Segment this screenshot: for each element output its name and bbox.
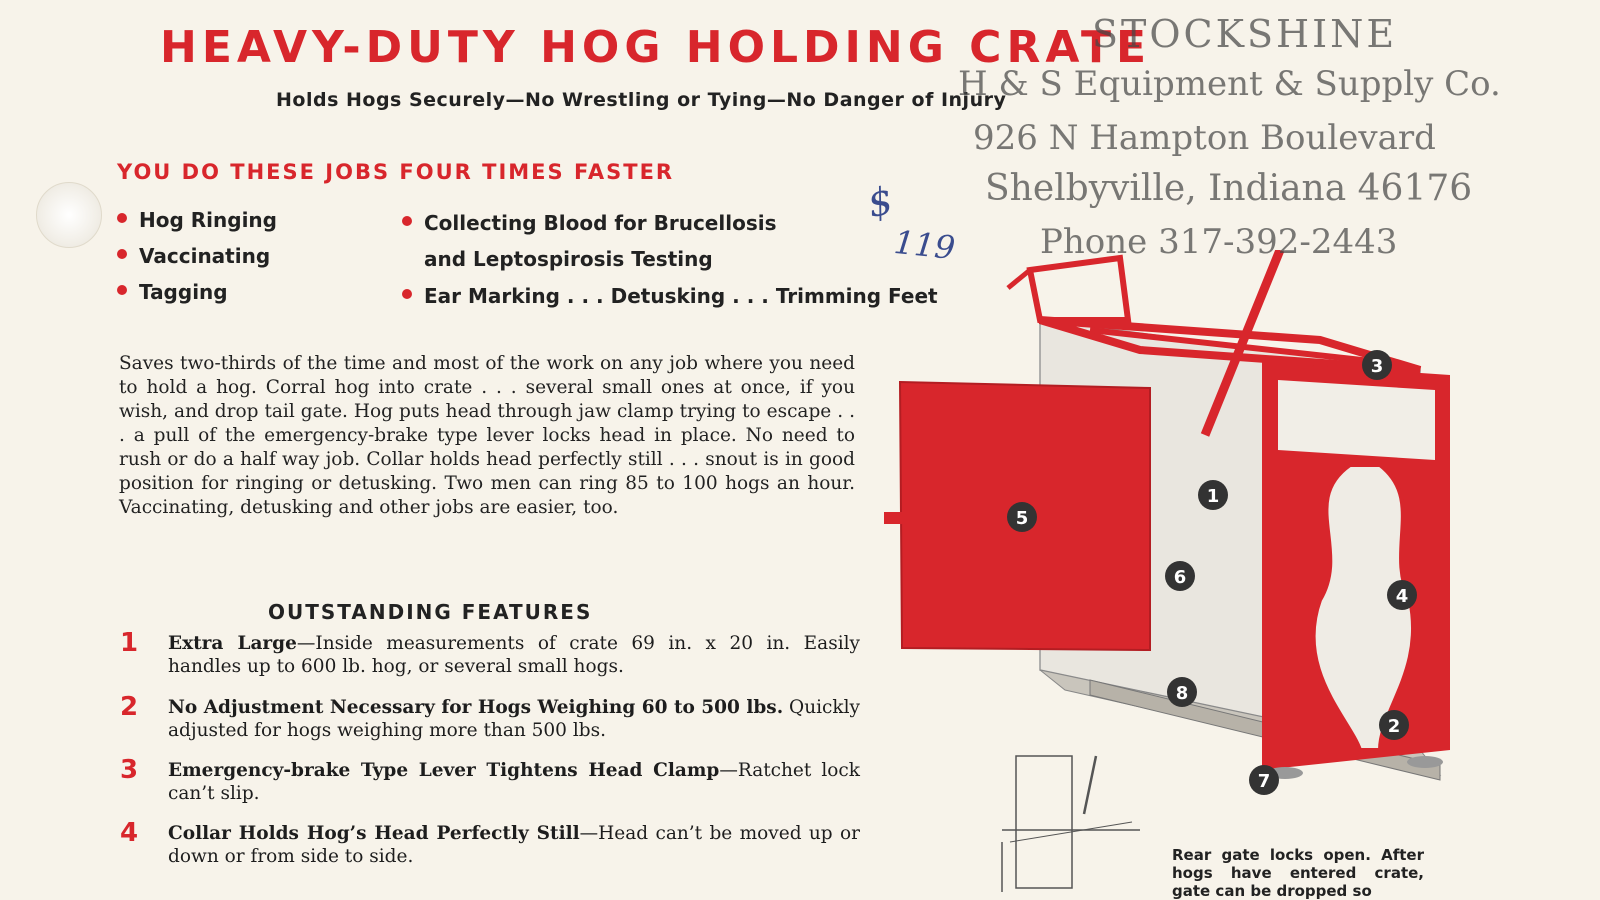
bullet-icon	[402, 216, 412, 226]
feature-item	[120, 755, 860, 805]
page-title: HEAVY-DUTY HOG HOLDING CRATE	[160, 22, 1152, 73]
callout-label: 7	[1257, 771, 1271, 792]
crate-illustration	[880, 250, 1480, 810]
callout-5	[1007, 502, 1037, 532]
stamp-line-company: H & S Equipment & Supply Co.	[958, 64, 1501, 104]
callout-2	[1379, 710, 1409, 740]
callout-3	[1362, 350, 1392, 380]
callout-label: 5	[1015, 508, 1029, 529]
job-item: Ear Marking . . . Detusking . . . Trimming Feet	[402, 284, 938, 308]
rear-gate-inset-drawing	[1000, 752, 1150, 892]
callout-label: 4	[1395, 586, 1409, 607]
feature-lead: Emergency-brake Type Lever Tightens Head Clamp	[168, 760, 720, 781]
feature-item	[120, 692, 860, 742]
callout-8	[1167, 677, 1197, 707]
handwritten-price: 119	[892, 222, 957, 268]
feature-lead: Collar Holds Hog’s Head Perfectly Still	[168, 823, 580, 844]
feature-number: 4	[120, 818, 139, 848]
stamp-line-phone: Phone 317-392-2443	[1040, 222, 1398, 262]
bullet-icon	[402, 289, 412, 299]
punch-hole	[36, 182, 102, 248]
feature-lead: No Adjustment Necessary for Hogs Weighing 60 to 500 lbs.	[168, 697, 784, 718]
feature-text: —Head can’t be moved up or down or from side to side.	[168, 823, 860, 867]
jobs-heading: YOU DO THESE JOBS FOUR TIMES FASTER	[117, 160, 675, 184]
tail-gate-frame	[1030, 258, 1128, 320]
feature-number: 1	[120, 628, 139, 658]
door-latch	[884, 512, 906, 524]
callout-7	[1249, 765, 1279, 795]
feature-lead: Extra Large	[168, 633, 297, 654]
callout-6	[1165, 561, 1195, 591]
feature-text: Quickly adjusted for hogs weighing more than 500 lbs.	[168, 697, 860, 741]
stamp-line-city: Shelbyville, Indiana 46176	[985, 168, 1473, 209]
handwritten-dollar: $	[863, 177, 897, 227]
job-item: Tagging	[117, 280, 228, 304]
job-item: Hog Ringing	[117, 208, 277, 232]
intro-paragraph: Saves two-thirds of the time and most of the work on any job where you need to hold a hog. Corral hog into crate . . . several small ones at once, if you wish, and drop tail gate. Hog puts head through jaw clamp trying to escape . . . a pull of the emergency-brake type lever locks head in place. No need to rush or do a half way job. Collar holds head perfectly still . . . snout is in good position for ringing or detusking. Two men can ring 85 to 100 hogs an hour. Vaccinating, detusking and other jobs are easier, too.	[119, 353, 855, 518]
features-heading: OUTSTANDING FEATURES	[268, 600, 593, 624]
stamp-line-street: 926 N Hampton Boulevard	[973, 118, 1436, 158]
tail-gate-handle	[1008, 270, 1030, 288]
callout-label: 1	[1206, 486, 1220, 507]
gate-window	[1278, 380, 1435, 460]
callout-label: 6	[1173, 567, 1187, 588]
bullet-icon	[117, 285, 127, 295]
feature-item	[120, 818, 860, 868]
callout-4	[1387, 580, 1417, 610]
crate-foot	[1407, 756, 1443, 768]
feature-number: 3	[120, 755, 139, 785]
bullet-icon	[117, 249, 127, 259]
job-item-continued: and Leptospirosis Testing	[424, 247, 713, 271]
callout-label: 2	[1387, 716, 1401, 737]
callout-1	[1198, 480, 1228, 510]
bullet-icon	[117, 213, 127, 223]
feature-item	[120, 628, 860, 678]
feature-text: —Ratchet lock can’t slip.	[168, 760, 860, 804]
inset-caption: Rear gate locks open. After hogs have entered crate, gate can be dropped so	[1172, 846, 1424, 900]
job-item: Collecting Blood for Brucellosis	[402, 211, 777, 235]
callout-label: 8	[1175, 683, 1189, 704]
feature-number: 2	[120, 692, 139, 722]
callout-label: 3	[1370, 356, 1384, 377]
job-item: Vaccinating	[117, 244, 270, 268]
stamp-line-brand: STOCKSHINE	[1092, 12, 1398, 56]
feature-text: —Inside measurements of crate 69 in. x 20 in. Easily handles up to 600 lb. hog, or several small hogs.	[168, 633, 860, 677]
page-subtitle: Holds Hogs Securely—No Wrestling or Tying—No Danger of Injury	[276, 89, 1007, 111]
